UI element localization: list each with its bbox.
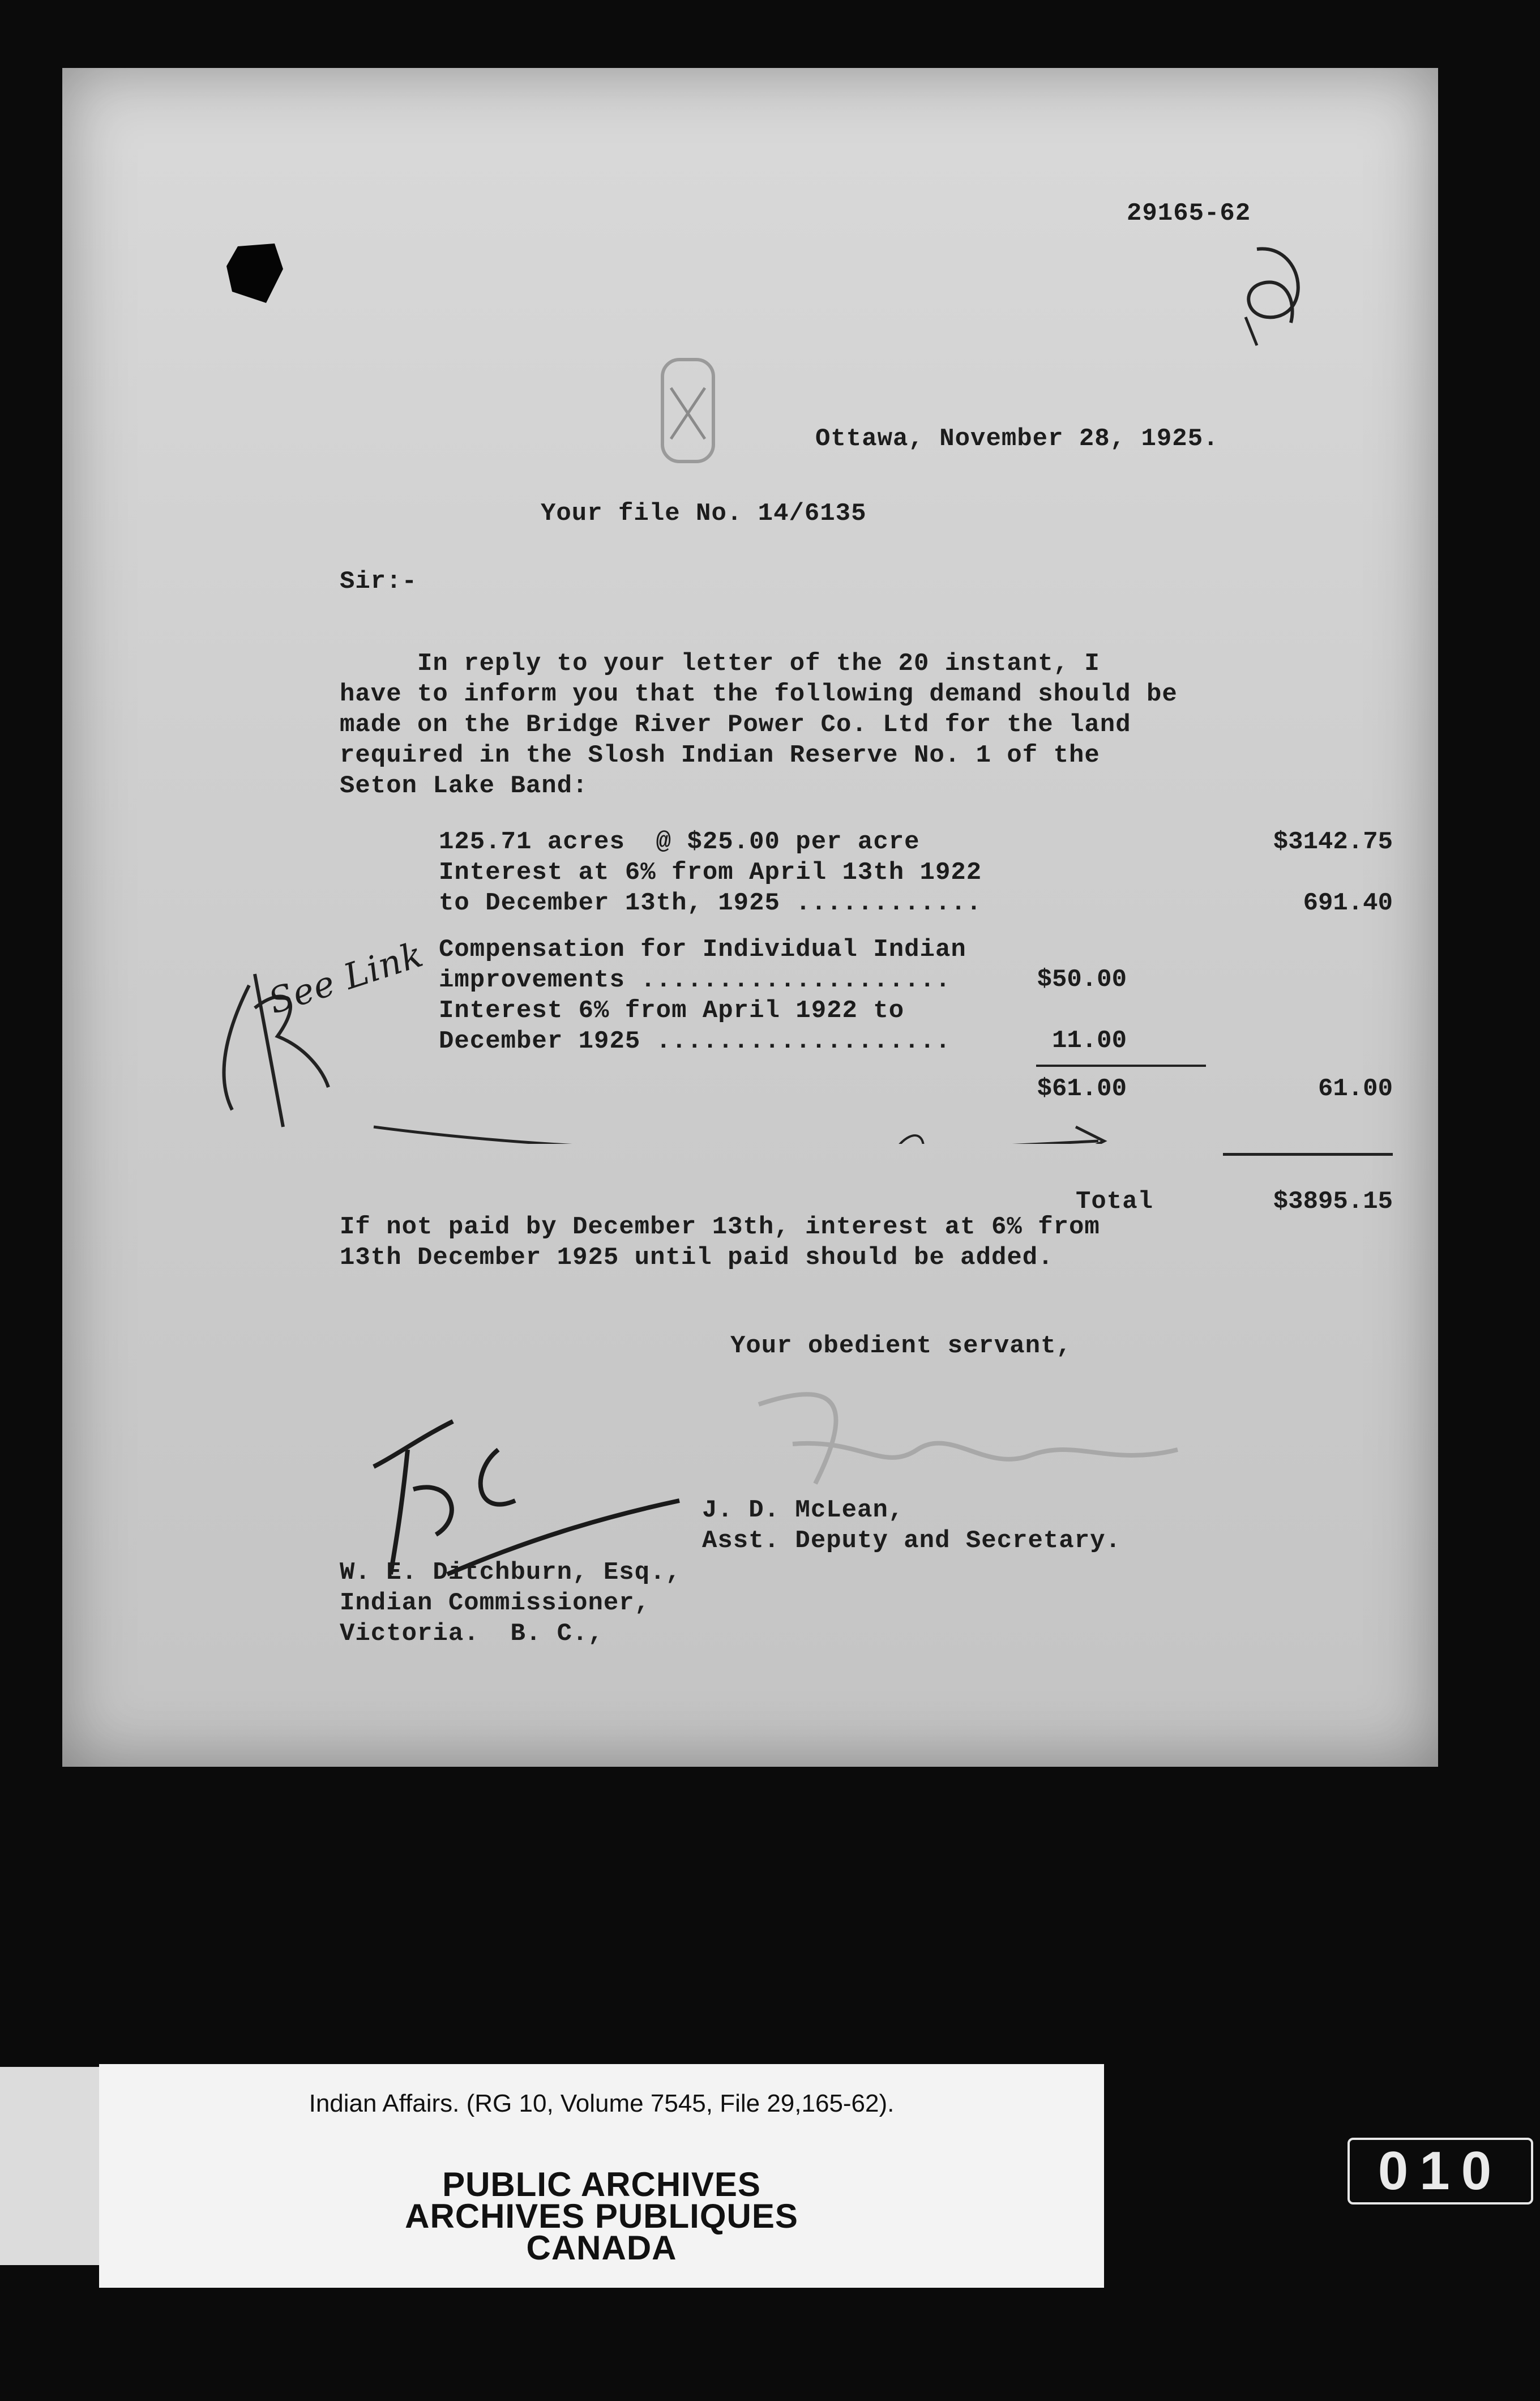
land-amount: $3142.75 xyxy=(1273,828,1393,856)
land-demand-item: 125.71 acres @ $25.00 per acre Interest at 6% from April 13th 1922 to December 13th, 1925 ............ xyxy=(439,828,982,917)
archives-line-3: CANADA xyxy=(526,2229,677,2267)
closing-line: Your obedient servant, xyxy=(730,1332,1072,1360)
late-payment-note: If not paid by December 13th, interest at 6% from 13th December 1925 until paid should be added. xyxy=(340,1213,1100,1272)
total-rule xyxy=(1223,1153,1393,1156)
archives-line-2: ARCHIVES PUBLIQUES xyxy=(405,2197,798,2235)
land-interest-amount: 691.40 xyxy=(1303,889,1393,917)
opening-paragraph: In reply to your letter of the 20 instant, I have to inform you that the following demand should be made on the Bridge River Power Co. Ltd for the land required in the Slosh Indian Reserve No. 1 of the Seton Lake Band: xyxy=(340,650,1178,800)
faint-stamp-mark xyxy=(657,354,719,467)
archives-imprint xyxy=(99,2165,1104,2267)
archive-label-card xyxy=(99,2064,1104,2288)
total-label: Total xyxy=(1076,1187,1154,1216)
label-left-strip xyxy=(0,2067,99,2265)
file-reference: Your file No. 14/6135 xyxy=(541,499,867,528)
frame-counter: 010 xyxy=(1348,2138,1533,2205)
archives-line-1: PUBLIC ARCHIVES xyxy=(442,2165,761,2203)
compensation-interest-amount: 11.00 xyxy=(1051,1027,1127,1055)
letter-page xyxy=(62,68,1438,1767)
handwritten-note: See Link xyxy=(263,933,429,1022)
archive-citation: Indian Affairs. (RG 10, Volume 7545, File 29,165-62). xyxy=(309,2090,895,2117)
recipient-address: W. E. Ditchburn, Esq., Indian Commissioner, Victoria. B. C., xyxy=(340,1558,681,1648)
signer-block: J. D. McLean, Asst. Deputy and Secretary. xyxy=(702,1496,1121,1555)
date-line: Ottawa, November 28, 1925. xyxy=(815,425,1219,453)
compensation-subtotal: $61.00 xyxy=(1037,1075,1127,1103)
handwritten-initial-mark xyxy=(1223,232,1325,357)
compensation-item: Compensation for Individual Indian improvements .................... Interest 6% from April 1922 to December 1925 ................... xyxy=(439,935,966,1056)
compensation-carried-amount: 61.00 xyxy=(1317,1075,1393,1103)
reference-number: 29165-62 xyxy=(1127,199,1251,228)
total-amount: $3895.15 xyxy=(1273,1187,1393,1216)
compensation-amount: $50.00 xyxy=(1037,965,1127,994)
salutation: Sir:- xyxy=(340,567,418,596)
punched-hole xyxy=(221,235,294,309)
